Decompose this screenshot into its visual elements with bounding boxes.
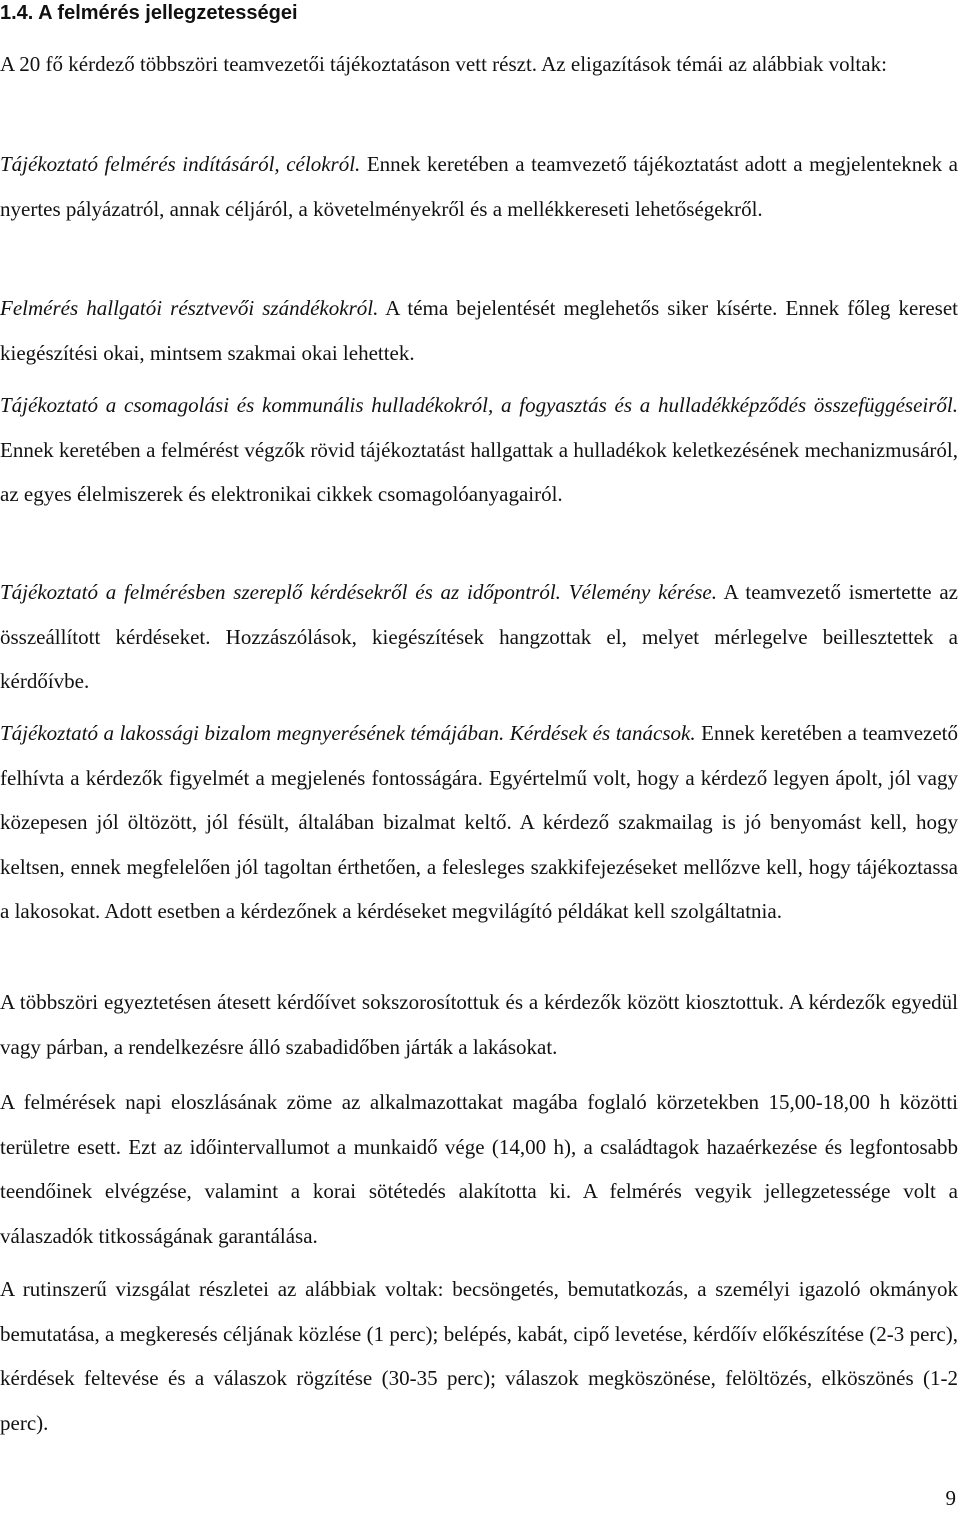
paragraph-text: A felmérések napi eloszlásának zöme az alkalmazottakat magába foglaló körzetekben 15,00-18,00 h közötti területre esett. Ezt az időintervallumot a munkaidő vége (14,00 h), a családtagok hazaérkezése és legfontosabb teendőinek elvégzése, valamint a korai sötétedés alakította ki. A felmérés vegyik jellegzetessége volt a válaszadók titkosságának garantálása. [0, 1090, 958, 1248]
topic-title: Tájékoztató a felmérésben szereplő kérdésekről és az időpontról. Vélemény kérése. [0, 580, 717, 604]
topic-title: Tájékoztató a csomagolási és kommunális hulladékokról, a fogyasztás és a hulladékképződés összefüggéseiről. [0, 393, 958, 417]
paragraph-topic-5 [0, 711, 958, 934]
topic-title: Tájékoztató felmérés indításáról, célokról. [0, 152, 361, 176]
paragraph-distribution [0, 980, 958, 1069]
paragraph-text: A teamvezető ismertette az összeállított kérdéseket. Hozzászólások, kiegészítések hangzottak el, melyet mérlegelve beillesztettek a kérdőívbe. [0, 580, 958, 693]
paragraph-text: A rutinszerű vizsgálat részletei az alábbiak voltak: becsöngetés, bemutatkozás, a személyi igazoló okmányok bemutatása, a megkeresés céljának közlése (1 perc); belépés, kabát, cipő levetése, kérdőív előkészítése (2-3 perc), kérdések feltevése és a válaszok rögzítése (30-35 perc); válaszok megköszönése, felöltözés, elköszönés (1-2 perc). [0, 1277, 958, 1435]
paragraph-topic-1 [0, 142, 958, 231]
paragraph-timing [0, 1080, 958, 1258]
paragraph-intro [0, 42, 958, 87]
paragraph-text: A többszöri egyeztetésen átesett kérdőívet sokszorosítottuk és a kérdezők között kiosztottuk. A kérdezők egyedül vagy párban, a rendelkezésre álló szabadidőben járták a lakásokat. [0, 990, 958, 1059]
paragraph-topic-2 [0, 286, 958, 375]
section-heading: 1.4. A felmérés jellegzetességei [0, 2, 298, 24]
topic-title: Tájékoztató a lakossági bizalom megnyerésének témájában. Kérdések és tanácsok. [0, 721, 696, 745]
paragraph-text: A téma bejelentését meglehetős siker kísérte. Ennek főleg kereset kiegészítési okai, mintsem szakmai okai lehettek. [0, 296, 958, 365]
paragraph-topic-3 [0, 383, 958, 517]
page-number: 9 [945, 1486, 956, 1510]
paragraph-topic-4 [0, 570, 958, 704]
paragraph-text: Ennek keretében a teamvezető tájékoztatást adott a megjelenteknek a nyertes pályázatról, annak céljáról, a követelményekről és a mellékkereseti lehetőségekről. [0, 152, 958, 221]
paragraph-text: Ennek keretében a teamvezető felhívta a kérdezők figyelmét a megjelenés fontosságára. Egyértelmű volt, hogy a kérdező legyen ápolt, jól vagy közepesen jól öltözött, jól fésült, általában bizalmat keltő. A kérdező szakmailag is jó benyomást kell, hogy keltsen, ennek megfelelően jól tagoltan érthetően, a felesleges szakkifejezéseket mellőzve kell, hogy tájékoztassa a lakosokat. Adott esetben a kérdezőnek a kérdéseket megvilágító példákat kell szolgáltatnia. [0, 721, 958, 923]
topic-title: Felmérés hallgatói résztvevői szándékokról. [0, 296, 379, 320]
paragraph-text: A 20 fő kérdező többszöri teamvezetői tájékoztatáson vett részt. Az eligazítások témái az alábbiak voltak: [0, 52, 887, 76]
paragraph-text: Ennek keretében a felmérést végzők rövid tájékoztatást hallgattak a hulladékok keletkezésének mechanizmusáról, az egyes élelmiszerek és elektronikai cikkek csomagolóanyagairól. [0, 437, 958, 506]
paragraph-routine [0, 1267, 958, 1445]
